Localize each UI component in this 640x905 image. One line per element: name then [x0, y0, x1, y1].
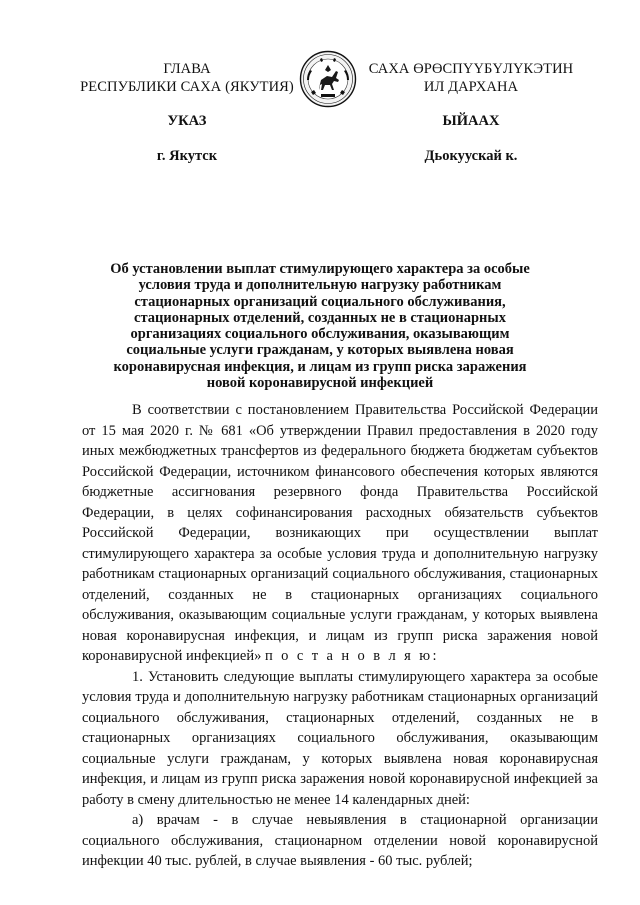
- document-body: [82, 400, 598, 872]
- header-right: [356, 60, 586, 96]
- doc-type-sakha: ЫЙААХ: [442, 113, 500, 129]
- city-sakha: Дьокуускай к.: [424, 148, 518, 164]
- header-left-line2: РЕСПУБЛИКИ САХА (ЯКУТИЯ): [80, 79, 294, 95]
- header-right-line2: ИЛ ДАРХАНА: [423, 79, 519, 95]
- header-right-line1: САХА ӨРӨСПҮҮБҮЛҮКЭТИН: [368, 61, 574, 77]
- emblem-graphic: [299, 50, 357, 108]
- header-left-line1: ГЛАВА: [163, 61, 211, 77]
- header-left: [72, 60, 302, 96]
- paragraph-preamble: [82, 400, 598, 667]
- doc-type-ru: УКАЗ: [167, 113, 207, 129]
- preamble-text: В соответствии с постановлением Правительства Российской Федерации от 15 мая 2020 г. № 681 «Об утверждении Правил предоставления в 2020 году иных межбюджетных трансфертов из федерального бюджета бюджетам субъектов Российской Федерации, источником финансового обеспечения которых являются бюджетные ассигнования резервного фонда Правительства Российской Федерации, в целях софинансирования расходных обязательств субъектов Российской Федерации, возникающих при осуществлении выплат стимулирующего характера за особые условия труда и дополнительную нагрузку работникам стационарных организаций социального обслуживания, стационарных отделений, созданных не в стационарных организациях социального обслуживания, оказывающим социальные услуги гражданам, у которых выявлена новая коронавирусная инфекция, и лицам из групп риска заражения новой коронавирусной инфекцией»: [82, 402, 598, 664]
- document-title: Об установлении выплат стимулирующего характера за особые условия труда и дополнительную нагрузку работникам стационарных организаций социального обслуживания, стационарных отделений, созданных не в стационарных организациях социального обслуживания, оказывающим социальные услуги гражданам, у которых выявлена новая коронавирусная инфекция, и лицам из групп риска заражения новой коронавирусной инфекцией: [110, 261, 530, 392]
- decree-word: п о с т а н о в л я ю:: [265, 648, 439, 664]
- paragraph-item-1a: а) врачам - в случае невыявления в стационарной организации социального обслуживания, стационарном отделении новой коронавирусной инфекции 40 тыс. рублей, в случае выявления - 60 тыс. рублей;: [82, 812, 598, 869]
- city-ru: г. Якутск: [156, 148, 218, 164]
- coat-of-arms-icon: [299, 50, 357, 108]
- paragraph-item-1: 1. Установить следующие выплаты стимулирующего характера за особые условия труда и дополнительную нагрузку работникам стационарных организаций социального обслуживания, стационарных отделений, созданных не в стационарных организациях социального обслуживания, оказывающим социальные услуги гражданам, у которых выявлена новая коронавирусная инфекция, и лицам из групп риска заражения новой коронавирусной инфекцией за работу в смену длительностью не менее 14 календарных дней:: [82, 668, 598, 808]
